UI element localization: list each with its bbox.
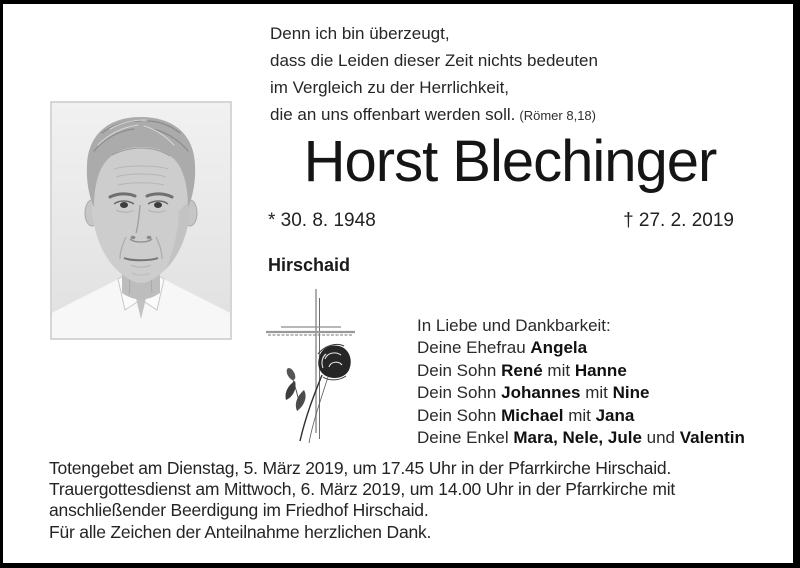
family-name: Valentin	[679, 428, 745, 448]
family-name: Hanne	[574, 360, 627, 380]
family-name: Jana	[595, 405, 635, 425]
announcement-line-1: Totengebet am Dienstag, 5. März 2019, um 17.45 Uhr in der Pfarrkirche Hirschaid.	[49, 458, 672, 478]
quote-line-3: im Vergleich zu der Herrlichkeit,	[270, 78, 510, 97]
family-line-text: Dein Sohn	[417, 405, 502, 425]
cross-rose-icon	[264, 285, 360, 447]
family-name: Michael	[501, 405, 564, 425]
family-line-wife	[417, 337, 745, 359]
residence: Hirschaid	[268, 255, 351, 275]
announcement-line-3: anschließender Beerdigung im Friedhof Hirschaid.	[49, 500, 429, 521]
family-name: René	[501, 360, 543, 380]
family-line-text: mit	[563, 405, 596, 425]
family-name: Johannes	[501, 383, 581, 403]
life-dates	[268, 210, 734, 232]
family-name: Angela	[530, 338, 588, 358]
quote-line-2: dass die Leiden dieser Zeit nichts bedeuten	[270, 51, 598, 70]
quote-line-1: Denn ich bin überzeugt,	[270, 24, 450, 43]
family-line-text: mit	[542, 360, 575, 380]
family-line-text: Deine Enkel	[417, 428, 514, 448]
family-line-text: Dein Sohn	[417, 360, 502, 380]
family-name: Nine	[612, 383, 650, 403]
family-line-text: mit	[580, 383, 613, 403]
quote-reference: (Römer 8,18)	[519, 108, 596, 123]
condolence-block	[417, 315, 745, 449]
announcement-line-2: Trauergottesdienst am Mittwoch, 6. März 2019, um 14.00 Uhr in der Pfarrkirche mit	[49, 479, 676, 500]
death-date: † 27. 2. 2019	[623, 210, 734, 231]
condolence-intro: In Liebe und Dankbarkeit:	[417, 316, 611, 335]
quote-line-4-text: die an uns offenbart werden soll.	[270, 105, 516, 124]
announcement-line-4: Für alle Zeichen der Anteilnahme herzlichen Dank.	[49, 521, 432, 542]
deceased-name: Horst Blechinger	[303, 129, 717, 194]
portrait-photo	[50, 101, 232, 340]
family-line-text: und	[641, 428, 680, 448]
portrait-image	[52, 103, 230, 338]
family-line-son-1	[417, 360, 745, 382]
scripture-quote	[270, 20, 598, 129]
family-line-son-3	[417, 405, 745, 427]
family-line-son-2	[417, 382, 745, 404]
family-line-grandchildren	[417, 427, 745, 449]
family-line-text: Dein Sohn	[417, 383, 502, 403]
birth-date: * 30. 8. 1948	[268, 210, 376, 231]
family-name: Mara, Nele, Jule	[513, 428, 642, 448]
funeral-announcements	[49, 458, 675, 543]
family-line-text: Deine Ehefrau	[417, 338, 531, 358]
quote-line-4	[270, 101, 598, 129]
